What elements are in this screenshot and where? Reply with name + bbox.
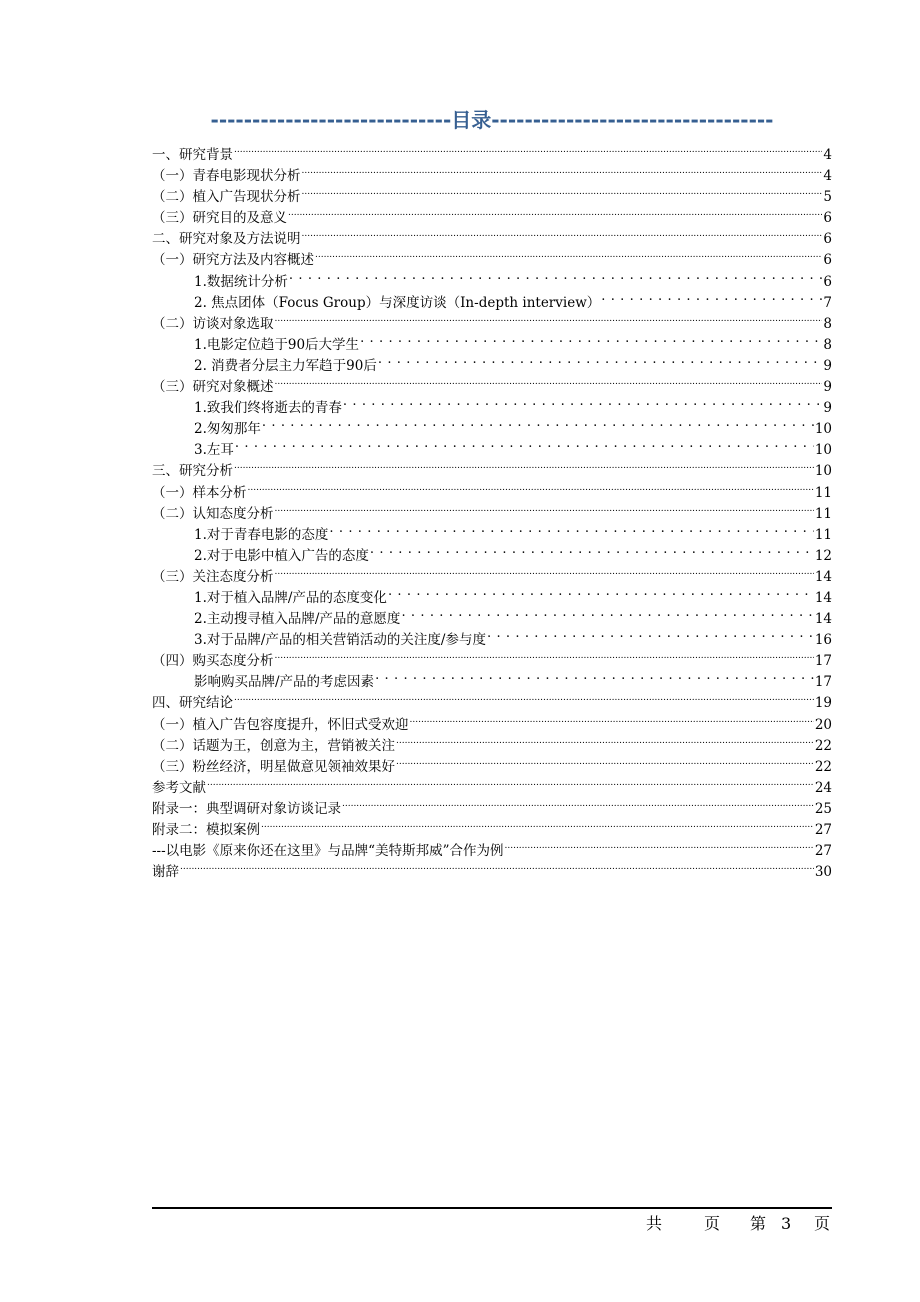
toc-entry-title: 1.致我们终将逝去的青春: [194, 400, 342, 417]
toc-leader-dots: [262, 412, 814, 433]
toc-entry-title: 1.电影定位趋于90后大学生: [194, 336, 360, 353]
toc-leader-dots: [302, 222, 823, 243]
toc-entry[interactable]: [152, 454, 832, 480]
toc-entry-title: 2.对于电影中植入广告的态度: [194, 547, 369, 564]
toc-leader-dots: [410, 708, 814, 729]
toc-leader-dots: [342, 792, 814, 813]
toc-leader-dots: [289, 265, 823, 286]
toc-leader-dots: [487, 623, 814, 644]
toc-entry-title: （二）访谈对象选取: [152, 315, 274, 332]
toc-leader-dots: [601, 286, 822, 307]
toc-leader-dots: [302, 180, 823, 201]
toc-leader-dots: [505, 834, 814, 855]
toc-leader-dots: [207, 771, 814, 792]
toc-entry-page: 11: [814, 526, 832, 543]
toc-entry-page: 10: [814, 421, 832, 438]
toc-leader-dots: [396, 750, 814, 771]
footer-page-number: 3: [781, 1214, 792, 1233]
toc-leader-dots: [401, 602, 813, 623]
toc-leader-dots: [248, 476, 814, 497]
toc-entry[interactable]: [152, 476, 832, 501]
toc-entry[interactable]: [152, 159, 832, 185]
footer-total-label: 共: [646, 1214, 663, 1233]
toc-entry[interactable]: [152, 497, 832, 522]
toc-entry-page: 25: [814, 800, 832, 817]
toc-entry-title: （三）研究目的及意义: [152, 210, 287, 227]
toc-entry-page: 16: [814, 632, 832, 649]
toc-entry-title: （三）粉丝经济，明星做意见领袖效果好: [152, 758, 395, 775]
toc-entry-title: 参考文献: [152, 779, 206, 796]
toc-leader-dots: [388, 581, 814, 602]
toc-entry-page: 12: [814, 547, 832, 564]
toc-leader-dots: [275, 497, 814, 518]
toc-entry-page: 6: [823, 273, 832, 290]
toc-entry-page: 8: [823, 336, 832, 353]
toc-leader-dots: [275, 644, 814, 665]
toc-entry-page: 17: [814, 674, 832, 691]
toc-leader-dots: [343, 391, 823, 412]
toc-leader-dots: [275, 370, 823, 391]
toc-entry[interactable]: [152, 708, 832, 733]
toc-entry-title: 2.主动搜寻植入品牌/产品的意愿度: [194, 611, 401, 628]
toc-entry-title: （一）样本分析: [152, 484, 247, 501]
toc-leader-dots: [396, 729, 814, 750]
toc-leader-dots: [234, 686, 814, 707]
toc-entry-title: ---以电影《原来你还在这里》与品牌“美特斯邦威”合作为例: [152, 843, 504, 860]
toc-entry-title: 2. 焦点团体（Focus Group）与深度访谈（In-depth interview）: [194, 294, 601, 311]
toc-leader-dots: [360, 328, 822, 349]
toc-entry-title: （二）植入广告现状分析: [152, 189, 301, 206]
toc-entry[interactable]: [152, 855, 832, 881]
toc-entry-page: 11: [814, 484, 832, 501]
toc-entry-title: 1.对于青春电影的态度: [194, 526, 329, 543]
toc-entry-page: 22: [814, 737, 832, 754]
toc-entry-title: （一）植入广告包容度提升，怀旧式受欢迎: [152, 716, 409, 733]
toc-entry-title: （一）研究方法及内容概述: [152, 252, 314, 269]
toc-entry-title: 一、研究背景: [152, 147, 233, 163]
toc-entry-page: 6: [823, 210, 832, 227]
footer-page-unit: 页: [704, 1214, 721, 1233]
toc-leader-dots: [378, 349, 823, 370]
toc-entry-title: 1.数据统计分析: [194, 273, 288, 290]
toc-entry-title: （三）研究对象概述: [152, 379, 274, 396]
toc-leader-dots: [315, 243, 822, 264]
toc-entry-title: 附录一：典型调研对象访谈记录: [152, 800, 341, 817]
toc-entry-page: 14: [814, 568, 832, 585]
toc-leader-dots: [180, 855, 814, 876]
toc-entry-page: 27: [814, 822, 832, 838]
toc-entry-page: 30: [814, 864, 832, 881]
toc-entry-page: 10: [814, 463, 832, 480]
toc-entry-page: 6: [823, 252, 832, 269]
toc-leader-dots: [234, 138, 822, 159]
toc-entry[interactable]: [152, 771, 832, 796]
toc-leader-dots: [234, 454, 814, 475]
toc-title: -----------------------------目录----------------------------------: [210, 108, 774, 132]
toc-entry-page: 24: [814, 779, 832, 796]
toc-entry-page: 9: [823, 379, 832, 396]
toc-entry-title: 3.对于品牌/产品的相关营销活动的关注度/参与度: [194, 632, 486, 649]
toc-entry-title: 三、研究分析: [152, 463, 233, 480]
toc-entry-page: 6: [823, 231, 832, 248]
toc-leader-dots: [302, 159, 823, 180]
toc-entry-page: 7: [823, 294, 832, 311]
toc-entry-page: 27: [814, 843, 832, 860]
toc-leader-dots: [235, 433, 814, 454]
toc-entry-page: 5: [823, 189, 832, 206]
toc-entry[interactable]: [152, 686, 832, 712]
toc-entry-page: 8: [823, 315, 832, 332]
toc-entry[interactable]: [152, 433, 832, 459]
toc-entry-page: 9: [823, 357, 832, 374]
toc-entry[interactable]: [152, 138, 832, 163]
toc-leader-dots: [375, 665, 814, 686]
toc-entry-title: （二）认知态度分析: [152, 505, 274, 522]
toc-entry-page: 11: [814, 505, 832, 522]
toc-entry-title: 2.匆匆那年: [194, 421, 261, 438]
toc-entry-page: 4: [823, 168, 832, 185]
toc-leader-dots: [275, 560, 814, 581]
toc-list: [152, 138, 832, 881]
footer-page-prefix: 第: [750, 1214, 767, 1233]
toc-entry-title: 附录二：模拟案例: [152, 822, 260, 838]
toc-entry-title: 2. 消费者分层主力军趋于90后: [194, 357, 377, 374]
toc-entry-page: 17: [814, 653, 832, 670]
toc-entry-page: 20: [814, 716, 832, 733]
toc-leader-dots: [261, 813, 814, 834]
toc-entry-page: 10: [814, 442, 832, 459]
toc-entry-title: （四）购买态度分析: [152, 653, 274, 670]
footer-rule: [152, 1207, 832, 1209]
toc-entry-title: （一）青春电影现状分析: [152, 168, 301, 185]
toc-entry-title: 二、研究对象及方法说明: [152, 231, 301, 248]
toc-entry[interactable]: [152, 792, 832, 817]
toc-entry-title: （二）话题为王，创意为主，营销被关注: [152, 737, 395, 754]
toc-entry-page: 14: [814, 611, 832, 628]
toc-entry-title: 3.左耳: [194, 442, 234, 459]
footer-page-unit-2: 页: [814, 1214, 831, 1233]
toc-entry-page: 19: [814, 695, 832, 712]
toc-leader-dots: [288, 201, 822, 222]
toc-entry-title: 谢辞: [152, 864, 179, 881]
toc-entry-title: （三）关注态度分析: [152, 568, 274, 585]
toc-entry-title: 四、研究结论: [152, 695, 233, 712]
toc-entry-title: 1.对于植入品牌/产品的态度变化: [194, 589, 387, 606]
toc-entry-page: 4: [823, 147, 832, 163]
toc-entry-page: 9: [823, 400, 832, 417]
page-footer: [600, 1212, 832, 1236]
toc-leader-dots: [329, 518, 813, 539]
toc-entry-title: 影响购买品牌/产品的考虑因素: [194, 674, 375, 691]
toc-entry-page: 22: [814, 758, 832, 775]
toc-leader-dots: [370, 539, 814, 560]
toc-entry-page: 14: [814, 589, 832, 606]
toc-leader-dots: [275, 307, 823, 328]
